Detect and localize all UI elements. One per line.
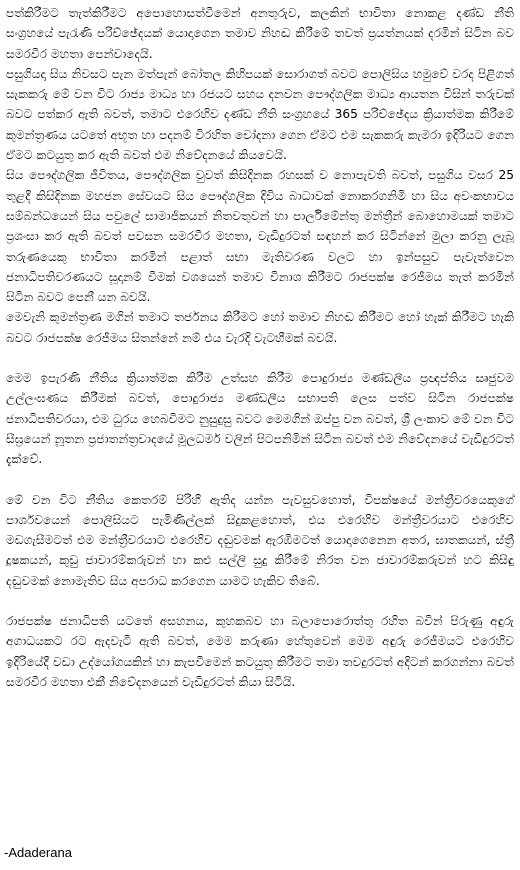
article-paragraph: පත්කිරීමට තැත්කිරීමට අපොහොසත්වීමෙන් අනතුරුව, කලකින් භාවිතා නොකළ දණ්ඩ නීති සංග්‍රහයේ පැරැණි පරිච්ඡේදයක් යොදාගෙන තමාව නිහඬ කිරීමේ තවත් ප්‍රයත්නයක් දරමින් සිටින බව සමරවීර මහතා පෙන්වාදෙයි. bbox=[6, 6, 514, 61]
source-credit: -Adaderana bbox=[4, 845, 72, 860]
article-paragraph: සිය පෞද්ගලික ජීවිතය, පෞද්ගලික චුවත් කිසිදිනක රහසක් ව නොපැවති බවත්, පසුගිය වසර 25 තුළදී කිසිදිනක මහජන සේවයට සිය පෞද්ගලික දිවිය බාධාවක් නොකරගනිමි හා සිය අවංකභාවය සම්බන්ධයෙන් සිය පවුලේ සාමාජිකයන් නිතවතුවන් හා පාර්ලිමේන්තු මන්ත්‍රීන් බොහොමයක් තමාට ප්‍රශංසා කර ඇති බවත් පවසන සමරවීර මහතා, වැඩිදුරටත් සඳහන් කර සිටින්නේ මුලා කරනු ලැබූ තරුණයෙකු භාවිතා කරමින් පළාත් සභා මැතිවරණ වලට හා ඉන්පසුව පැවැත්වෙන ජනාධිපතිවරණයට සූදානම් වීමක් වශයෙන් තමාව විනාශ කිරීමට රාජපක්ෂ රෙජීමය තැත් කරමින් සිටින බවට පෙනී යන බවයි. bbox=[6, 168, 514, 305]
paragraph-spacer bbox=[6, 591, 514, 611]
paragraph-spacer bbox=[6, 470, 514, 490]
paragraph-spacer bbox=[6, 348, 514, 368]
article-paragraph: මේ වන විට නීතිය කෙතරම් පිරිහී ඇතිද යන්න පැවසුවහොත්, විපක්ෂයේ මන්ත්‍රීවරයෙකුගේ පාර්ශවයෙන් පොලිසියට පැමිණිල්ලක් සිදුකළහොත්, එය එරෙහිව මන්ත්‍රීවරයාට එරෙහිව මඩගැසීමටත් එම මන්ත්‍රීවරයාට එරෙහිව දඬුවමක් ඇරඹීමටත් යොදාගෙනෙන අතර, ඝාතකයන්, ස්ත්‍රී දූෂකයන්, කුඩු ජාවාරම්කරුවන් හා කළු සල්ලි සුදු කිරීමේ නිරත වන ජාවාරම්කරුවන් හට කිසිඳු දඬුවමක් නොමැතිව සිය අපරාධ කරගෙන යාමට හැකිව තිබේ. bbox=[6, 492, 514, 588]
article-paragraph: පසුගියදා සිය නිවසට පැන මත්පැන් බෝතල කිහිපයක් සොරාගත් බවට පොලිසිය හමුවේ වරද පිළිගත් සැකකරු මේ වන විට රාජ්‍ය මාධ්‍ය හා රජයට සහය දනවන පෞද්ගලික මාධ්‍ය ආයතන විසින් තරුවක් බවට පත්කර ඇති බවත්, තමාට එරෙහිව දණ්ඩ නීති සංග්‍රහයේ 365 පරිච්ඡේදය ක්‍රියාත්මක කිරීමේ කුමන්ත්‍රණය යටතේ අභූත හා පදනම් විරහිත චෝදනා ගෙන ඒමට එම සැකකරු කැමරා ඉදිරියට ගෙන ඒමට කටයුතු කර ඇති බවත් එම නිවේදනයේ කියවෙයි. bbox=[6, 66, 514, 163]
article-paragraph: රාජපක්ෂ ජනාධිපති යටතේ අසහනය, කුහකබව හා බලාපොරොත්තු රහිත බවින් පිරුණු අඳුරු අගාධයකට රට ඇදවැටී ඇති බවත්, මෙම කරුණා හේතුවෙන් මෙම අඳුරු රෙජීමයට එරෙහිව ඉදිරියේදී වඩා උද්යෝගයකින් හා කැපවීමෙන් කටයුතු කිරීමට තමා තවදුරටත් අදිටන් කරගන්නා බවත් සමරවීර මහතා එකී නිවේදනයෙන් වැඩිදුරටත් කියා සිටියි. bbox=[6, 614, 514, 689]
article-paragraph: මෙවැනි කුමන්ත්‍රණ මගින් තමාට තර්ජනය කිරීමට හෝ තමාව නිහඬ කිරීමට හෝ හැක් කිරීමට හැකි බවට රාජපක්ෂ රෙජීමය සිතන්නේ නම් එය වැරදි වැටහීමක් බවයි. bbox=[6, 310, 514, 345]
article-body bbox=[6, 3, 514, 692]
article-paragraph: මෙම ඉපැරණි නීතිය ක්‍රියාත්මක කිරීම උත්සහ කිරීම පොදුරාජ්‍ය මණ්ඩලීය ප්‍රඥප්තිය සෘජුවම උල්ලංඝණය කිරීමක් බවත්, පොදුරාජ්‍ය මණ්ඩලීය සභාපති ලෙස පත්ව සිටින රාජපක්ෂ ජනාධිපතිවරයා, එම ධුරය හෙබවීමට නුසුදුසු බවට මෙමගින් ඔප්පු වන බවත්, ශ්‍රී ලංකාව මේ වන විට සීඝ්‍රයෙන් නූතන ප්‍රජාතන්ත්‍රවාදයේ මූලධර්ම වලින් පිටපනිමින් සිටින බවත් එම නිවේදනයේ වැඩිදුරටත් දැක්වේ. bbox=[6, 371, 514, 467]
